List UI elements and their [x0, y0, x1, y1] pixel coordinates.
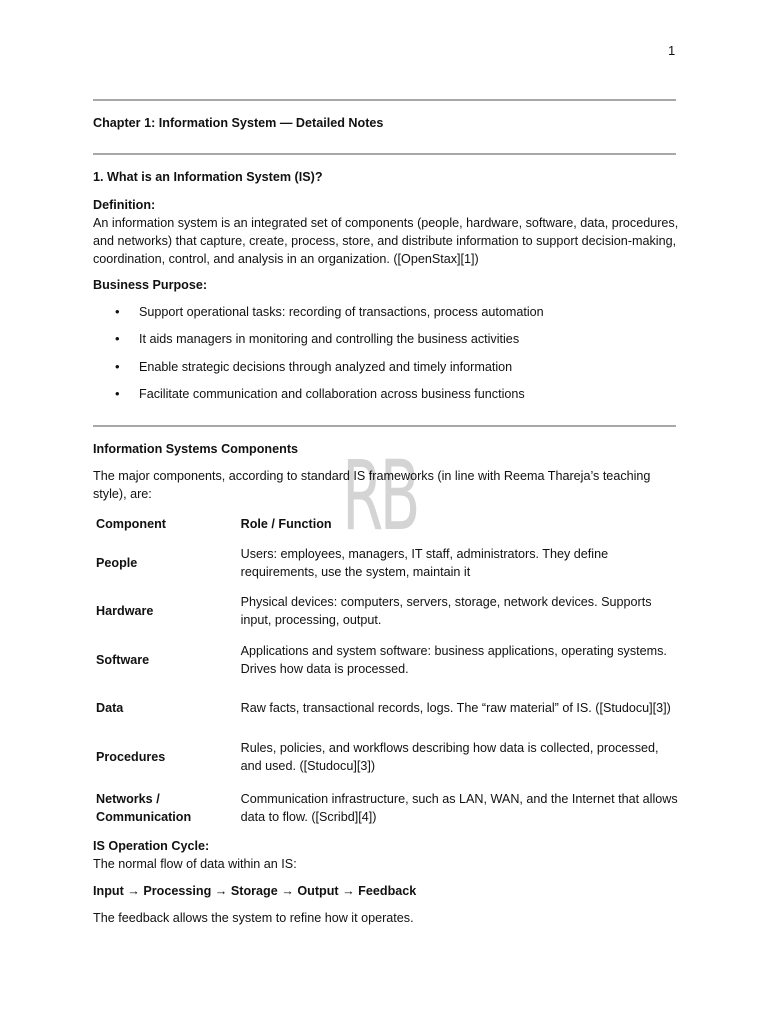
components-table: [93, 514, 683, 830]
operation-cycle-intro: The normal flow of data within an IS:: [93, 857, 297, 871]
component-name: Hardware: [96, 604, 154, 618]
table-row: [93, 728, 683, 785]
list-item: • It aids managers in monitoring and controlling the business activities: [93, 330, 683, 357]
list-item: • Enable strategic decisions through analyzed and timely information: [93, 358, 683, 385]
table-row: [93, 534, 683, 591]
list-item: • Facilitate communication and collaboration across business functions: [93, 385, 683, 412]
document-title: Chapter 1: Information System — Detailed Notes: [93, 116, 384, 130]
watermark: RB: [342, 440, 417, 552]
table-row: [93, 688, 683, 728]
table-header-role: Role / Function: [240, 517, 332, 531]
operation-cycle-flow: Input → Processing → Storage → Output → Feedback: [93, 884, 417, 898]
table-row: [93, 631, 683, 688]
section-heading-what-is-is: 1. What is an Information System (IS)?: [93, 170, 323, 184]
component-name: Data: [96, 701, 124, 715]
operation-cycle-block: [93, 837, 683, 873]
section-heading-components: Information Systems Components: [93, 442, 299, 456]
component-role: Physical devices: computers, servers, storage, network devices. Supports input, processing, output.: [240, 595, 652, 627]
horizontal-rule: [93, 425, 676, 427]
definition-block: [93, 196, 683, 268]
component-role: Raw facts, transactional records, logs. The “raw material” of IS. ([Studocu][3]): [240, 701, 671, 715]
components-intro: The major components, according to standard IS frameworks (in line with Reema Thareja’s teaching style), are:: [93, 469, 651, 501]
horizontal-rule: [93, 153, 676, 155]
definition-text: An information system is an integrated set of components (people, hardware, software, data, procedures, and networks) that capture, create, process, store, and distribute information to support decision-making, coordination, control, and analysis in an organization. ([OpenStax][1]): [93, 216, 679, 266]
business-purpose-list: [93, 303, 683, 412]
component-name: People: [96, 555, 138, 570]
operation-cycle-label: IS Operation Cycle:: [93, 839, 210, 853]
component-role: Rules, policies, and workflows describing how data is collected, processed, and used. ([Studocu][3]): [240, 740, 659, 773]
component-role: Applications and system software: business applications, operating systems. Drives how data is processed.: [240, 643, 667, 676]
component-role: Users: employees, managers, IT staff, administrators. They define requirements, use the system, maintain it: [240, 546, 609, 579]
definition-label: Definition:: [93, 198, 156, 212]
page-number: 1: [668, 43, 676, 58]
component-name: Procedures: [96, 749, 166, 764]
component-role: Communication infrastructure, such as LAN, WAN, and the Internet that allows data to flow. ([Scribd][4]): [240, 791, 678, 824]
feedback-note: The feedback allows the system to refine how it operates.: [93, 911, 414, 925]
table-row: [93, 591, 683, 631]
business-purpose-label: Business Purpose:: [93, 278, 208, 292]
table-row: [93, 785, 683, 830]
list-item: • Support operational tasks: recording of transactions, process automation: [93, 303, 683, 330]
component-name: Software: [96, 652, 150, 667]
horizontal-rule: [93, 99, 676, 101]
component-name: Networks / Communication: [96, 791, 192, 824]
table-header-component: Component: [96, 517, 166, 531]
